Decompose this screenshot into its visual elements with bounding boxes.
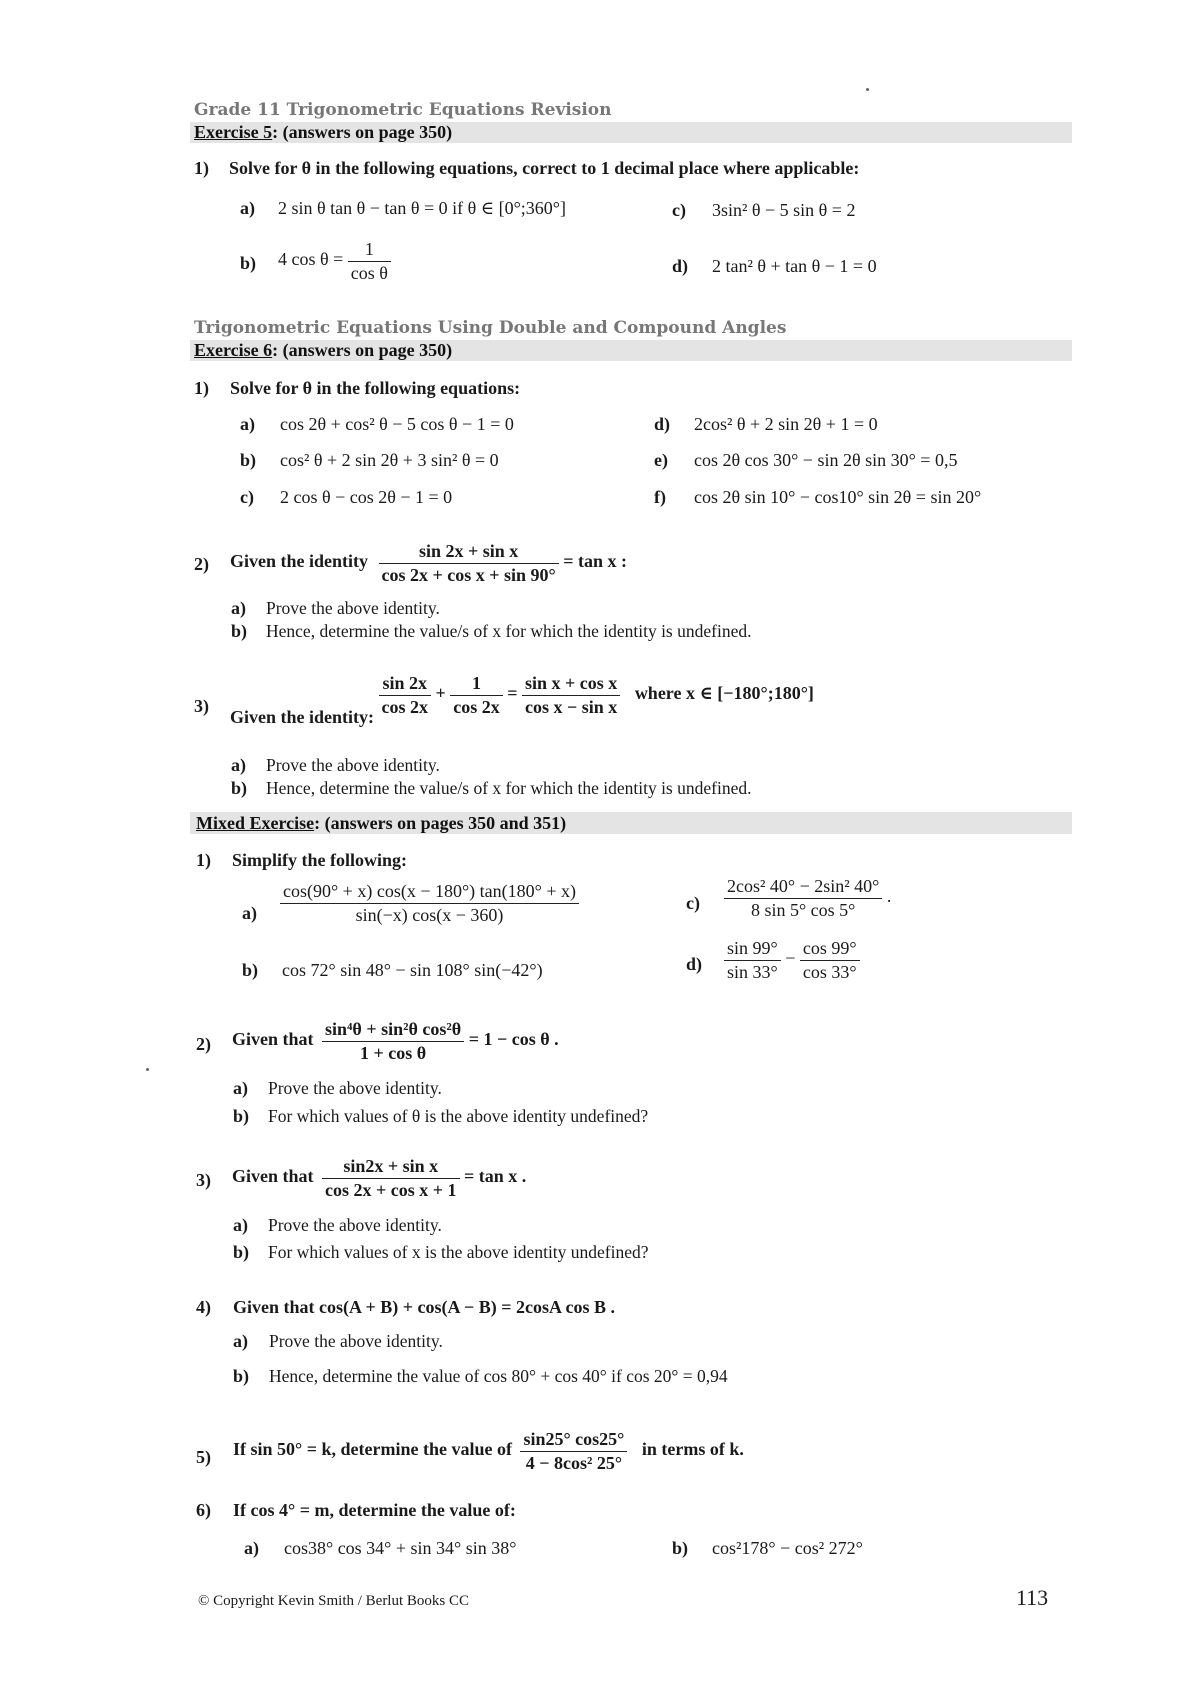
ex6-q2-text: Given the identity — [230, 551, 368, 572]
ex6-q3-a-text: Prove the above identity. — [266, 755, 440, 775]
mix-q1-d2-numerator: cos 99° — [800, 937, 860, 961]
copyright-notice: © Copyright Kevin Smith / Berlut Books CC — [198, 1593, 469, 1609]
mix-q4-a-label: a) — [233, 1331, 248, 1351]
ex6-q3-line — [230, 672, 814, 728]
mix-q6-number: 6) — [196, 1500, 211, 1520]
mix-q6-b-expr: cos²178° − cos² 272° — [712, 1538, 863, 1558]
mix-q1-d-minus: − — [785, 948, 796, 969]
mix-q1-b-expr: cos 72° sin 48° − sin 108° sin(−42°) — [282, 960, 543, 980]
exercise6-label: Exercise 6 — [194, 340, 273, 360]
ex5-q1-b-fraction — [348, 238, 391, 284]
ex5-q1-a-expr: 2 sin θ tan θ − tan θ = 0 if θ ∈ [0°;360°] — [278, 198, 566, 218]
mix-q3-rhs: = tan x . — [464, 1166, 527, 1187]
mix-q1-d-expr — [724, 937, 860, 983]
ex6-q3-fraction-3 — [522, 672, 620, 718]
mix-q1-c-denominator: 8 sin 5° cos 5° — [750, 899, 856, 920]
mix-q1-text: Simplify the following: — [232, 850, 408, 870]
ex6-q1-e-expr: cos 2θ cos 30° − sin 2θ sin 30° = 0,5 — [694, 450, 958, 470]
ex6-q3-f2-denominator: cos 2x — [453, 696, 500, 717]
ex6-q1-b-label: b) — [240, 450, 257, 470]
mix-q3-denominator: cos 2x + cos x + 1 — [325, 1179, 457, 1200]
ex5-q1-b-denominator: cos θ — [350, 262, 388, 283]
ex6-q3-b-text: Hence, determine the value/s of x for which the identity is undefined. — [266, 778, 752, 798]
mixed-exercise-heading — [196, 813, 566, 834]
ex6-q3-plus: + — [435, 683, 446, 704]
mix-q2-text: Given that — [232, 1029, 314, 1050]
mix-q5-line — [233, 1428, 744, 1474]
ex6-q3-a-label: a) — [231, 755, 246, 775]
ex5-q1-b-lhs: 4 cos θ = — [278, 249, 344, 270]
mix-q2-b-label: b) — [233, 1106, 250, 1126]
mix-q3-numerator: sin2x + sin x — [322, 1155, 460, 1179]
section-title-grade11: Grade 11 Trigonometric Equations Revision — [194, 100, 612, 120]
ex6-q2-line — [230, 540, 627, 586]
mix-q3-number: 3) — [196, 1170, 211, 1190]
mix-q1-b-label: b) — [242, 960, 259, 980]
ex6-q3-f3-denominator: cos x − sin x — [525, 696, 618, 717]
mix-q1-c-tail: . — [886, 886, 892, 907]
mix-q2-a-text: Prove the above identity. — [268, 1078, 442, 1098]
ex5-q1-b-numerator: 1 — [348, 238, 391, 262]
ex6-q3-b-label: b) — [231, 778, 248, 798]
exercise6-heading — [194, 340, 452, 361]
ex6-q2-a-label: a) — [231, 598, 246, 618]
mixed-exercise-label: Mixed Exercise — [196, 813, 315, 833]
mix-q2-line — [232, 1018, 559, 1064]
mix-q5-denominator: 4 − 8cos² 25° — [525, 1452, 623, 1473]
mix-q2-rhs: = 1 − cos θ . — [468, 1029, 559, 1050]
ex6-q1-f-expr: cos 2θ sin 10° − cos10° sin 2θ = sin 20° — [694, 487, 982, 507]
ex6-q2-denominator: cos 2x + cos x + sin 90° — [381, 564, 556, 585]
scan-speck — [866, 88, 869, 91]
mix-q2-number: 2) — [196, 1034, 211, 1054]
exercise5-heading — [194, 122, 452, 143]
mix-q3-a-text: Prove the above identity. — [268, 1215, 442, 1235]
ex6-q1-d-label: d) — [654, 414, 671, 434]
ex6-q1-text: Solve for θ in the following equations: — [230, 378, 521, 398]
ex6-q2-b-label: b) — [231, 621, 248, 641]
ex6-q2-rhs: = tan x : — [563, 551, 627, 572]
mix-q4-b-text: Hence, determine the value of cos 80° + cos 40° if cos 20° = 0,94 — [269, 1366, 728, 1386]
mix-q4-a-text: Prove the above identity. — [269, 1331, 443, 1351]
ex5-q1-c-expr: 3sin² θ − 5 sin θ = 2 — [712, 200, 856, 220]
mix-q4-number: 4) — [196, 1297, 211, 1317]
ex6-q3-text: Given the identity: — [230, 707, 374, 728]
ex6-q1-a-label: a) — [240, 414, 255, 434]
ex6-q1-e-label: e) — [654, 450, 668, 470]
ex5-q1-a-label: a) — [240, 198, 255, 218]
ex6-q3-equals: = — [507, 683, 518, 704]
mix-q6-text: If cos 4° = m, determine the value of: — [233, 1500, 516, 1520]
mix-q1-d2-denominator: cos 33° — [802, 961, 857, 982]
ex5-q1-d-label: d) — [672, 256, 689, 276]
exercise5-label: Exercise 5 — [194, 122, 273, 142]
ex6-q3-domain: where x ∈ [−180°;180°] — [634, 683, 814, 704]
mix-q6-a-label: a) — [244, 1538, 259, 1558]
mix-q2-b-text: For which values of θ is the above identity undefined? — [268, 1106, 649, 1126]
ex6-q1-d-expr: 2cos² θ + 2 sin 2θ + 1 = 0 — [694, 414, 878, 434]
ex6-q3-f2-numerator: 1 — [450, 672, 503, 696]
mix-q3-a-label: a) — [233, 1215, 248, 1235]
ex5-q1-d-expr: 2 tan² θ + tan θ − 1 = 0 — [712, 256, 877, 276]
ex6-q1-a-expr: cos 2θ + cos² θ − 5 cos θ − 1 = 0 — [280, 414, 514, 434]
ex6-q3-f1-denominator: cos 2x — [381, 696, 428, 717]
ex6-q3-f3-numerator: sin x + cos x — [522, 672, 620, 696]
mix-q2-a-label: a) — [233, 1078, 248, 1098]
mix-q1-d1-denominator: sin 33° — [727, 961, 778, 982]
mix-q1-d-label: d) — [686, 954, 703, 974]
mix-q1-d-fraction-1 — [724, 937, 781, 983]
mixed-exercise-note: : (answers on pages 350 and 351) — [314, 813, 567, 833]
ex5-q1-b-expr — [278, 238, 391, 284]
mix-q5-number: 5) — [196, 1447, 211, 1467]
ex5-q1-c-label: c) — [672, 200, 686, 220]
ex5-q1-b-label: b) — [240, 253, 257, 273]
mix-q1-d-fraction-2 — [800, 937, 860, 983]
mix-q1-c-numerator: 2cos² 40° − 2sin² 40° — [724, 875, 882, 899]
section-title-double-compound: Trigonometric Equations Using Double and Compound Angles — [194, 318, 787, 338]
mix-q3-text: Given that — [232, 1166, 314, 1187]
mix-q4-text: Given that cos(A + B) + cos(A − B) = 2cosA cos B . — [233, 1297, 616, 1317]
mix-q4-b-label: b) — [233, 1366, 250, 1386]
mix-q1-c-expr — [724, 875, 891, 921]
exercise6-note: : (answers on page 350) — [272, 340, 453, 360]
ex6-q3-number: 3) — [194, 696, 209, 716]
mix-q1-number: 1) — [196, 850, 211, 870]
mix-q5-numerator: sin25° cos25° — [520, 1428, 627, 1452]
ex6-q2-a-text: Prove the above identity. — [266, 598, 440, 618]
mix-q1-a-label: a) — [242, 903, 257, 923]
mix-q1-d1-numerator: sin 99° — [724, 937, 781, 961]
ex6-q1-c-label: c) — [240, 487, 254, 507]
mix-q1-c-label: c) — [686, 893, 700, 913]
mix-q1-a-numerator: cos(90° + x) cos(x − 180°) tan(180° + x) — [280, 880, 579, 904]
mix-q2-numerator: sin⁴θ + sin²θ cos²θ — [322, 1018, 464, 1042]
mix-q3-line — [232, 1155, 526, 1201]
mix-q6-a-expr: cos38° cos 34° + sin 34° sin 38° — [284, 1538, 517, 1558]
scan-speck — [146, 1068, 149, 1071]
ex6-q3-fraction-1 — [379, 672, 432, 718]
ex6-q1-c-expr: 2 cos θ − cos 2θ − 1 = 0 — [280, 487, 453, 507]
mix-q6-b-label: b) — [672, 1538, 689, 1558]
mix-q1-a-expr — [280, 880, 579, 926]
mix-q2-fraction — [322, 1018, 464, 1064]
mix-q2-denominator: 1 + cos θ — [360, 1042, 427, 1063]
exercise5-note: : (answers on page 350) — [272, 122, 453, 142]
mix-q3-b-label: b) — [233, 1242, 250, 1262]
mix-q1-a-denominator: sin(−x) cos(x − 360) — [355, 904, 504, 925]
mix-q3-b-text: For which values of x is the above identity undefined? — [268, 1242, 649, 1262]
mix-q5-tail: in terms of k. — [641, 1439, 744, 1460]
mix-q5-text: If sin 50° = k, determine the value of — [233, 1439, 512, 1460]
ex6-q3-fraction-2 — [450, 672, 503, 718]
mix-q5-fraction — [520, 1428, 627, 1474]
mix-q1-a-fraction — [280, 880, 579, 926]
ex6-q3-f1-numerator: sin 2x — [379, 672, 432, 696]
mix-q1-c-fraction — [724, 875, 882, 921]
ex6-q1-b-expr: cos² θ + 2 sin 2θ + 3 sin² θ = 0 — [280, 450, 499, 470]
ex6-q2-fraction — [379, 540, 559, 586]
ex6-q2-b-text: Hence, determine the value/s of x for which the identity is undefined. — [266, 621, 752, 641]
ex6-q1-number: 1) — [194, 378, 209, 398]
ex5-q1-number: 1) — [194, 158, 209, 178]
ex6-q1-f-label: f) — [654, 487, 666, 507]
ex6-q2-numerator: sin 2x + sin x — [379, 540, 559, 564]
ex6-q2-number: 2) — [194, 554, 209, 574]
mix-q3-fraction — [322, 1155, 460, 1201]
page-number: 113 — [1016, 1585, 1049, 1610]
ex5-q1-text: Solve for θ in the following equations, correct to 1 decimal place where applicable: — [229, 158, 860, 178]
